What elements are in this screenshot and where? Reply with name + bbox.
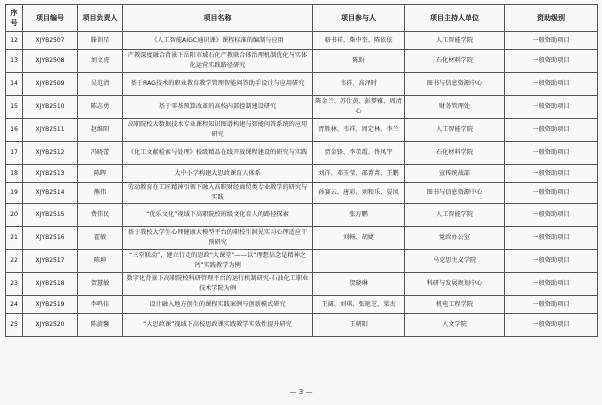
- cell-participants: 陈盼: [313, 50, 405, 73]
- cell-funding-level: 一般资助项目: [505, 204, 598, 227]
- cell-leader: 霍敏: [78, 227, 123, 250]
- cell-leader: 刘文虎: [78, 50, 123, 73]
- table-row: [6, 142, 598, 165]
- table-body: [6, 32, 598, 337]
- cell-project-id: XJYB2514: [23, 183, 78, 204]
- table-row: [6, 314, 598, 337]
- cell-funding-level: 一般资助项目: [505, 142, 598, 165]
- table-header-row: [6, 5, 598, 32]
- header-project-id: 项目编号: [23, 5, 78, 32]
- table-row: [6, 119, 598, 142]
- cell-participants: 胥胜林、韦祥、周定林、李兰: [313, 119, 405, 142]
- cell-participants: 韦祥、高泽时: [313, 73, 405, 96]
- cell-participants: [313, 250, 405, 273]
- cell-host-unit: 人工智能学院: [405, 119, 505, 142]
- cell-index: 13: [6, 50, 23, 73]
- cell-project-name: 产教深度融合背景下岳阳市域石化产教联合体治理机制优化与实体化运营实践路径研究: [123, 50, 313, 73]
- cell-funding-level: 一般资助项目: [505, 250, 598, 273]
- cell-project-name: 高职院校大数据技术专业课程知识图谱构建与智能问答系统的应用研究: [123, 119, 313, 142]
- cell-host-unit: 宣传统战部: [405, 165, 505, 183]
- cell-funding-level: 一般资助项目: [505, 183, 598, 204]
- table-row: [6, 73, 598, 96]
- header-funding-level: 资助级别: [505, 5, 598, 32]
- cell-funding-level: 一般资助项目: [505, 165, 598, 183]
- cell-project-name: 劳动教育在工匠精神引领下融入高职财经商贸类专业教学的研究与实践: [123, 183, 313, 204]
- cell-project-id: XJYB2519: [23, 296, 78, 314]
- cell-funding-level: 一般资助项目: [505, 96, 598, 119]
- header-leader: 项目负责人: [78, 5, 123, 32]
- cell-host-unit: 党政办公室: [405, 227, 505, 250]
- cell-participants: 刘畅、胡婕: [313, 227, 405, 250]
- cell-index: 15: [6, 96, 23, 119]
- cell-host-unit: 石化材料学院: [405, 50, 505, 73]
- cell-project-id: XJYB2517: [23, 250, 78, 273]
- cell-leader: 陈坤: [78, 250, 123, 273]
- cell-host-unit: 图书与信息资源中心: [405, 73, 505, 96]
- cell-project-id: XJYB2516: [23, 227, 78, 250]
- table-row: [6, 227, 598, 250]
- cell-funding-level: 一般资助项目: [505, 119, 598, 142]
- cell-leader: 赵维阳: [78, 119, 123, 142]
- cell-project-name: “大思政课”视域下高校思政课实践教学实效性提升研究: [123, 314, 313, 337]
- table-row: [6, 296, 598, 314]
- cell-index: 23: [6, 273, 23, 296]
- cell-project-name: 《化工文献检索与处理》校级精品在线开放课程建设的研究与实践: [123, 142, 313, 165]
- cell-leader: 滕训星: [78, 32, 123, 50]
- cell-host-unit: 图书与信息资源中心: [405, 183, 505, 204]
- cell-funding-level: 一般资助项目: [505, 273, 598, 296]
- cell-participants: 贾金锋、李美霞、佟凤宇: [313, 142, 405, 165]
- cell-index: 18: [6, 165, 23, 183]
- cell-index: 12: [6, 32, 23, 50]
- cell-project-id: XJYB2513: [23, 165, 78, 183]
- cell-leader: 费伟民: [78, 204, 123, 227]
- cell-host-unit: 马克思主义学院: [405, 250, 505, 273]
- cell-host-unit: 人工智能学院: [405, 32, 505, 50]
- cell-project-name: 设计融入地方创生的课程实践案例与创新模式研究: [123, 296, 313, 314]
- cell-index: 22: [6, 250, 23, 273]
- cell-index: 17: [6, 142, 23, 165]
- table-row: [6, 183, 598, 204]
- cell-project-name: 《人工智能AIGC通识课》课程标准的编制与应用: [123, 32, 313, 50]
- table-row: [6, 273, 598, 296]
- cell-project-id: XJYB2509: [23, 73, 78, 96]
- cell-leader: 冯晓蕾: [78, 142, 123, 165]
- cell-index: 19: [6, 183, 23, 204]
- header-index: 序号: [6, 5, 23, 32]
- cell-project-name: 基于RAG技术的职业教育教学管理智能问答助手设计与应用研究: [123, 73, 313, 96]
- cell-project-name: 大中小学构建大思政课育人体系: [123, 165, 313, 183]
- project-table: [5, 4, 598, 337]
- cell-project-id: XJYB2510: [23, 96, 78, 119]
- cell-leader: 吴范清: [78, 73, 123, 96]
- cell-participants: 张万鹏: [313, 204, 405, 227]
- cell-host-unit: 财务管理处: [405, 96, 505, 119]
- cell-project-id: XJYB2520: [23, 314, 78, 337]
- cell-participants: 刘洋、邓玉莹、邵菁菁、王鹏: [313, 165, 405, 183]
- page-number: — 3 —: [289, 388, 313, 396]
- cell-index: 16: [6, 119, 23, 142]
- cell-leader: 熊伟: [78, 183, 123, 204]
- cell-host-unit: 科研与发展规划中心: [405, 273, 505, 296]
- cell-funding-level: 一般资助项目: [505, 314, 598, 337]
- cell-funding-level: 一般资助项目: [505, 73, 598, 96]
- cell-project-id: XJYB2507: [23, 32, 78, 50]
- cell-participants: 贺晓琳: [313, 273, 405, 296]
- cell-leader: 贺慧敏: [78, 273, 123, 296]
- table-row: [6, 165, 598, 183]
- cell-project-name: “三堂联动”，建立行走的思政“大课堂”——以“理想信念是精神之钙”实践教学为例: [123, 250, 313, 273]
- cell-funding-level: 一般资助项目: [505, 32, 598, 50]
- cell-project-id: XJYB2508: [23, 50, 78, 73]
- cell-leader: 陈旋馨: [78, 314, 123, 337]
- cell-leader: 李鸣佳: [78, 296, 123, 314]
- cell-leader: 陈晖: [78, 165, 123, 183]
- table-row: [6, 50, 598, 73]
- cell-index: 25: [6, 314, 23, 337]
- cell-index: 14: [6, 73, 23, 96]
- cell-funding-level: 一般资助项目: [505, 296, 598, 314]
- cell-project-id: XJYB2515: [23, 204, 78, 227]
- cell-project-name: “优乐文化”视域下高职院校班级文化育人的路径探索: [123, 204, 313, 227]
- table-row: [6, 204, 598, 227]
- cell-project-name: 基于我校大学生心理健康大模型平台的职校生洞见实习心理适应干预研究: [123, 227, 313, 250]
- cell-project-id: XJYB2518: [23, 273, 78, 296]
- header-participants: 项目参与人: [313, 5, 405, 32]
- cell-host-unit: 机电工程学院: [405, 296, 505, 314]
- cell-project-name: 基于零基预算改革的高校内部控制建设研究: [123, 96, 313, 119]
- cell-host-unit: 人文学院: [405, 314, 505, 337]
- cell-host-unit: 人工智能学院: [405, 204, 505, 227]
- table-row: [6, 96, 598, 119]
- cell-participants: 王朝阳: [313, 314, 405, 337]
- cell-index: 21: [6, 227, 23, 250]
- cell-participants: 王阔、刘琪、张艳芝、梁杰: [313, 296, 405, 314]
- cell-funding-level: 一般资助项目: [505, 50, 598, 73]
- cell-participants: 陈金兰、苏仕黄、彭梦雅、周清心: [313, 96, 405, 119]
- cell-index: 24: [6, 296, 23, 314]
- cell-project-id: XJYB2512: [23, 142, 78, 165]
- cell-leader: 陈志勇: [78, 96, 123, 119]
- cell-host-unit: 石化材料学院: [405, 142, 505, 165]
- table-row: [6, 32, 598, 50]
- cell-index: 20: [6, 204, 23, 227]
- cell-funding-level: 一般资助项目: [505, 227, 598, 250]
- header-project-name: 项目名称: [123, 5, 313, 32]
- cell-project-id: XJYB2511: [23, 119, 78, 142]
- cell-project-name: 数字化背景下高职院校科研管理平台的运行机制研究-石油化工职业技术学院为例: [123, 273, 313, 296]
- cell-participants: 骆书祥、柴中奎、陈依依: [313, 32, 405, 50]
- header-host-unit: 项目主持人单位: [405, 5, 505, 32]
- cell-participants: 孙赛云、唐彩、刘和乐、晏凤: [313, 183, 405, 204]
- table-row: [6, 250, 598, 273]
